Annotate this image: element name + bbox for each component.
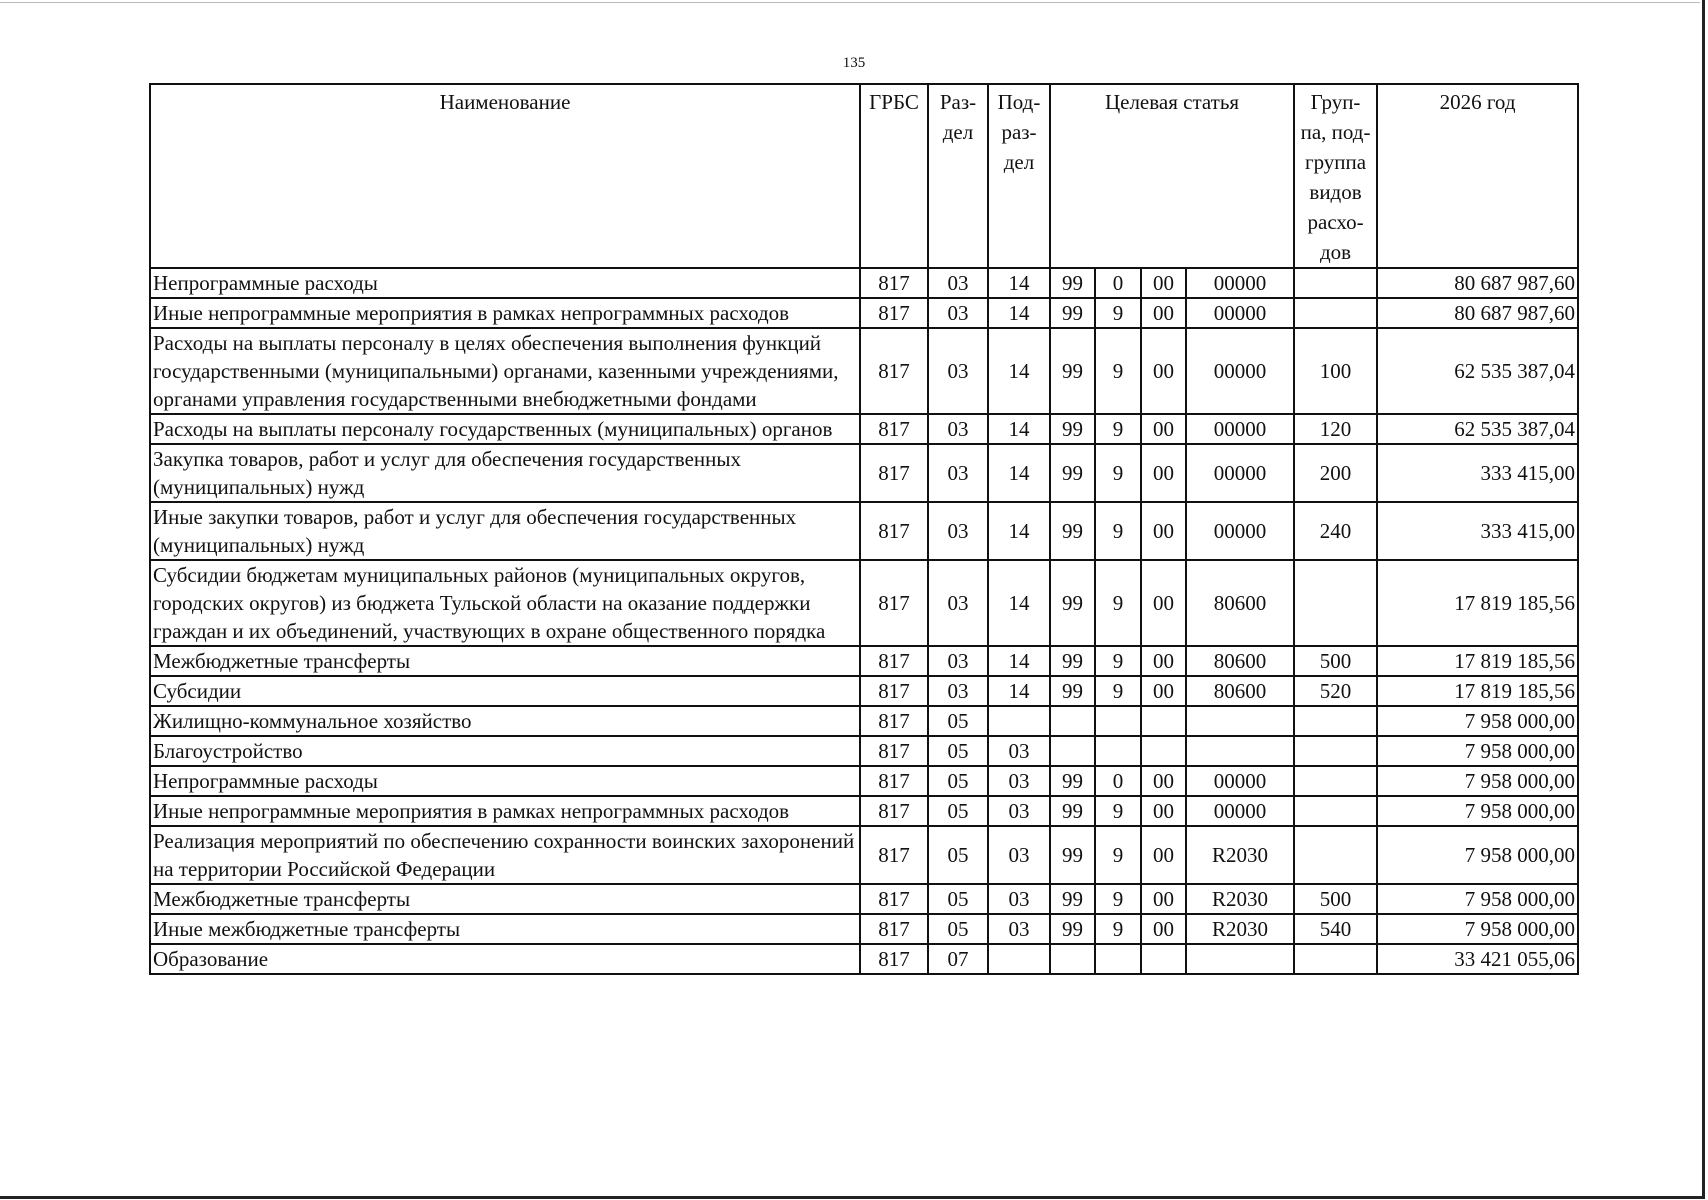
cell-name: Межбюджетные трансферты <box>150 646 860 676</box>
cell-razdel: 05 <box>928 736 988 766</box>
cell-podrazdel: 14 <box>988 646 1050 676</box>
table-row <box>150 796 1578 826</box>
cell-grbs: 817 <box>860 444 928 502</box>
cell-grbs: 817 <box>860 826 928 884</box>
cell-expense-group <box>1294 826 1377 884</box>
cell-grbs: 817 <box>860 646 928 676</box>
table-body <box>150 268 1578 974</box>
cell-target-program: 99 <box>1050 796 1095 826</box>
cell-grbs: 817 <box>860 736 928 766</box>
cell-target-subprogram <box>1095 706 1141 736</box>
cell-target-code: 80600 <box>1186 676 1294 706</box>
cell-target-direction: 00 <box>1141 914 1186 944</box>
cell-razdel: 03 <box>928 676 988 706</box>
cell-target-subprogram <box>1095 944 1141 974</box>
cell-target-code <box>1186 706 1294 736</box>
cell-target-subprogram: 9 <box>1095 414 1141 444</box>
cell-target-program: 99 <box>1050 646 1095 676</box>
cell-amount: 7 958 000,00 <box>1377 884 1578 914</box>
table-row <box>150 298 1578 328</box>
cell-grbs: 817 <box>860 328 928 414</box>
cell-name: Межбюджетные трансферты <box>150 884 860 914</box>
cell-target-direction: 00 <box>1141 328 1186 414</box>
cell-podrazdel: 03 <box>988 884 1050 914</box>
table-row <box>150 560 1578 646</box>
cell-target-subprogram: 0 <box>1095 766 1141 796</box>
cell-target-code: R2030 <box>1186 826 1294 884</box>
cell-podrazdel <box>988 706 1050 736</box>
cell-target-program: 99 <box>1050 884 1095 914</box>
cell-target-direction: 00 <box>1141 676 1186 706</box>
cell-razdel: 03 <box>928 298 988 328</box>
cell-grbs: 817 <box>860 502 928 560</box>
cell-expense-group: 500 <box>1294 884 1377 914</box>
cell-target-direction <box>1141 736 1186 766</box>
cell-target-direction: 00 <box>1141 766 1186 796</box>
cell-amount: 33 421 055,06 <box>1377 944 1578 974</box>
cell-target-direction: 00 <box>1141 826 1186 884</box>
cell-name: Реализация мероприятий по обеспечению сохранности воинских захоронений на территории Российской Федерации <box>150 826 860 884</box>
cell-expense-group: 540 <box>1294 914 1377 944</box>
cell-amount: 62 535 387,04 <box>1377 414 1578 444</box>
table-row <box>150 826 1578 884</box>
cell-target-subprogram: 9 <box>1095 328 1141 414</box>
cell-podrazdel: 14 <box>988 560 1050 646</box>
cell-grbs: 817 <box>860 298 928 328</box>
cell-razdel: 03 <box>928 560 988 646</box>
cell-target-code <box>1186 736 1294 766</box>
cell-amount: 17 819 185,56 <box>1377 676 1578 706</box>
page-number: 135 <box>842 55 866 71</box>
cell-razdel: 03 <box>928 646 988 676</box>
table-row <box>150 444 1578 502</box>
cell-razdel: 03 <box>928 268 988 298</box>
table-row <box>150 766 1578 796</box>
cell-razdel: 05 <box>928 914 988 944</box>
cell-name: Иные непрограммные мероприятия в рамках непрограммных расходов <box>150 796 860 826</box>
cell-target-program: 99 <box>1050 560 1095 646</box>
cell-target-direction: 00 <box>1141 646 1186 676</box>
cell-target-direction: 00 <box>1141 502 1186 560</box>
cell-target-program: 99 <box>1050 676 1095 706</box>
cell-razdel: 05 <box>928 796 988 826</box>
cell-target-direction: 00 <box>1141 414 1186 444</box>
cell-amount: 80 687 987,60 <box>1377 298 1578 328</box>
cell-target-direction <box>1141 706 1186 736</box>
cell-razdel: 03 <box>928 414 988 444</box>
cell-target-subprogram: 9 <box>1095 884 1141 914</box>
cell-razdel: 05 <box>928 884 988 914</box>
cell-podrazdel: 03 <box>988 766 1050 796</box>
cell-name: Иные межбюджетные трансферты <box>150 914 860 944</box>
cell-name: Непрограммные расходы <box>150 766 860 796</box>
cell-target-code: 00000 <box>1186 766 1294 796</box>
cell-name: Субсидии <box>150 676 860 706</box>
cell-target-code: R2030 <box>1186 884 1294 914</box>
cell-podrazdel: 14 <box>988 268 1050 298</box>
cell-expense-group: 240 <box>1294 502 1377 560</box>
cell-amount: 80 687 987,60 <box>1377 268 1578 298</box>
cell-target-program <box>1050 944 1095 974</box>
cell-target-direction: 00 <box>1141 268 1186 298</box>
table-row <box>150 884 1578 914</box>
cell-target-code: 00000 <box>1186 444 1294 502</box>
cell-podrazdel: 03 <box>988 826 1050 884</box>
cell-target-code: 00000 <box>1186 414 1294 444</box>
cell-grbs: 817 <box>860 766 928 796</box>
cell-target-program: 99 <box>1050 914 1095 944</box>
cell-target-direction: 00 <box>1141 560 1186 646</box>
cell-target-code: 00000 <box>1186 298 1294 328</box>
cell-expense-group <box>1294 766 1377 796</box>
cell-target-program: 99 <box>1050 268 1095 298</box>
cell-podrazdel: 14 <box>988 444 1050 502</box>
cell-target-program: 99 <box>1050 826 1095 884</box>
cell-expense-group: 100 <box>1294 328 1377 414</box>
cell-grbs: 817 <box>860 414 928 444</box>
cell-target-direction: 00 <box>1141 884 1186 914</box>
cell-target-program: 99 <box>1050 444 1095 502</box>
cell-target-subprogram: 9 <box>1095 676 1141 706</box>
cell-podrazdel <box>988 944 1050 974</box>
cell-expense-group: 500 <box>1294 646 1377 676</box>
cell-target-subprogram: 9 <box>1095 560 1141 646</box>
cell-amount: 17 819 185,56 <box>1377 646 1578 676</box>
cell-expense-group <box>1294 944 1377 974</box>
cell-podrazdel: 03 <box>988 914 1050 944</box>
cell-name: Иные закупки товаров, работ и услуг для обеспечения государственных (муниципальных) нужд <box>150 502 860 560</box>
table-row <box>150 268 1578 298</box>
cell-amount: 7 958 000,00 <box>1377 826 1578 884</box>
header-expense-group: Груп- па, под- группа видов расхо- дов <box>1294 84 1377 268</box>
table-header <box>150 84 1578 268</box>
cell-razdel: 03 <box>928 502 988 560</box>
cell-name: Закупка товаров, работ и услуг для обеспечения государственных (муниципальных) нужд <box>150 444 860 502</box>
cell-grbs: 817 <box>860 268 928 298</box>
cell-expense-group: 520 <box>1294 676 1377 706</box>
cell-grbs: 817 <box>860 560 928 646</box>
cell-target-subprogram: 9 <box>1095 826 1141 884</box>
budget-table <box>149 83 1579 975</box>
cell-amount: 7 958 000,00 <box>1377 736 1578 766</box>
table-row <box>150 414 1578 444</box>
cell-podrazdel: 03 <box>988 736 1050 766</box>
cell-razdel: 05 <box>928 706 988 736</box>
cell-expense-group <box>1294 796 1377 826</box>
cell-podrazdel: 14 <box>988 328 1050 414</box>
cell-target-direction: 00 <box>1141 444 1186 502</box>
table-row <box>150 914 1578 944</box>
cell-grbs: 817 <box>860 944 928 974</box>
cell-target-subprogram: 9 <box>1095 298 1141 328</box>
cell-target-subprogram: 9 <box>1095 502 1141 560</box>
cell-amount: 7 958 000,00 <box>1377 796 1578 826</box>
cell-target-subprogram: 9 <box>1095 796 1141 826</box>
cell-name: Жилищно-коммунальное хозяйство <box>150 706 860 736</box>
cell-razdel: 05 <box>928 826 988 884</box>
cell-target-program <box>1050 736 1095 766</box>
cell-expense-group <box>1294 706 1377 736</box>
cell-amount: 17 819 185,56 <box>1377 560 1578 646</box>
cell-target-code: 00000 <box>1186 796 1294 826</box>
cell-target-code: R2030 <box>1186 914 1294 944</box>
cell-podrazdel: 14 <box>988 676 1050 706</box>
cell-expense-group <box>1294 268 1377 298</box>
cell-target-code: 00000 <box>1186 328 1294 414</box>
cell-target-subprogram: 0 <box>1095 268 1141 298</box>
cell-amount: 333 415,00 <box>1377 502 1578 560</box>
table-row <box>150 736 1578 766</box>
cell-target-code: 80600 <box>1186 560 1294 646</box>
cell-razdel: 05 <box>928 766 988 796</box>
cell-target-subprogram <box>1095 736 1141 766</box>
cell-target-subprogram: 9 <box>1095 914 1141 944</box>
cell-name: Расходы на выплаты персоналу в целях обеспечения выполнения функций государственными (муниципальными) органами, казенными учреждениями, органами управления государственными внебюджетными фондами <box>150 328 860 414</box>
cell-expense-group <box>1294 560 1377 646</box>
header-razdel: Раз- дел <box>928 84 988 268</box>
top-rule <box>0 2 1700 3</box>
cell-target-program: 99 <box>1050 328 1095 414</box>
header-grbs: ГРБС <box>860 84 928 268</box>
cell-amount: 333 415,00 <box>1377 444 1578 502</box>
cell-razdel: 03 <box>928 328 988 414</box>
cell-target-code: 80600 <box>1186 646 1294 676</box>
cell-podrazdel: 14 <box>988 414 1050 444</box>
cell-expense-group: 200 <box>1294 444 1377 502</box>
cell-target-subprogram: 9 <box>1095 444 1141 502</box>
header-target-article: Целевая статья <box>1050 84 1294 268</box>
table-row <box>150 706 1578 736</box>
cell-target-program: 99 <box>1050 414 1095 444</box>
cell-target-code: 00000 <box>1186 502 1294 560</box>
cell-name: Иные непрограммные мероприятия в рамках непрограммных расходов <box>150 298 860 328</box>
cell-target-subprogram: 9 <box>1095 646 1141 676</box>
cell-amount: 62 535 387,04 <box>1377 328 1578 414</box>
cell-target-direction: 00 <box>1141 298 1186 328</box>
cell-target-direction: 00 <box>1141 796 1186 826</box>
cell-podrazdel: 14 <box>988 502 1050 560</box>
table-row <box>150 646 1578 676</box>
cell-amount: 7 958 000,00 <box>1377 914 1578 944</box>
header-podrazdel: Под- раз- дел <box>988 84 1050 268</box>
cell-target-program: 99 <box>1050 766 1095 796</box>
cell-grbs: 817 <box>860 884 928 914</box>
cell-razdel: 03 <box>928 444 988 502</box>
cell-target-program: 99 <box>1050 502 1095 560</box>
header-name: Наименование <box>150 84 860 268</box>
cell-razdel: 07 <box>928 944 988 974</box>
cell-name: Благоустройство <box>150 736 860 766</box>
table-row <box>150 944 1578 974</box>
cell-name: Расходы на выплаты персоналу государственных (муниципальных) органов <box>150 414 860 444</box>
cell-target-code: 00000 <box>1186 268 1294 298</box>
cell-podrazdel: 03 <box>988 796 1050 826</box>
cell-expense-group <box>1294 736 1377 766</box>
cell-podrazdel: 14 <box>988 298 1050 328</box>
table-row <box>150 676 1578 706</box>
cell-grbs: 817 <box>860 914 928 944</box>
cell-name: Субсидии бюджетам муниципальных районов (муниципальных округов, городских округов) из бюджета Тульской области на оказание поддержки граждан и их объединений, участвующих в охране общественного порядка <box>150 560 860 646</box>
cell-amount: 7 958 000,00 <box>1377 706 1578 736</box>
cell-amount: 7 958 000,00 <box>1377 766 1578 796</box>
cell-target-direction <box>1141 944 1186 974</box>
cell-expense-group: 120 <box>1294 414 1377 444</box>
header-year-2026: 2026 год <box>1377 84 1578 268</box>
cell-target-program <box>1050 706 1095 736</box>
cell-target-code <box>1186 944 1294 974</box>
cell-grbs: 817 <box>860 676 928 706</box>
table-row <box>150 328 1578 414</box>
table-row <box>150 502 1578 560</box>
cell-expense-group <box>1294 298 1377 328</box>
cell-target-program: 99 <box>1050 298 1095 328</box>
cell-name: Непрограммные расходы <box>150 268 860 298</box>
cell-grbs: 817 <box>860 796 928 826</box>
cell-name: Образование <box>150 944 860 974</box>
cell-grbs: 817 <box>860 706 928 736</box>
